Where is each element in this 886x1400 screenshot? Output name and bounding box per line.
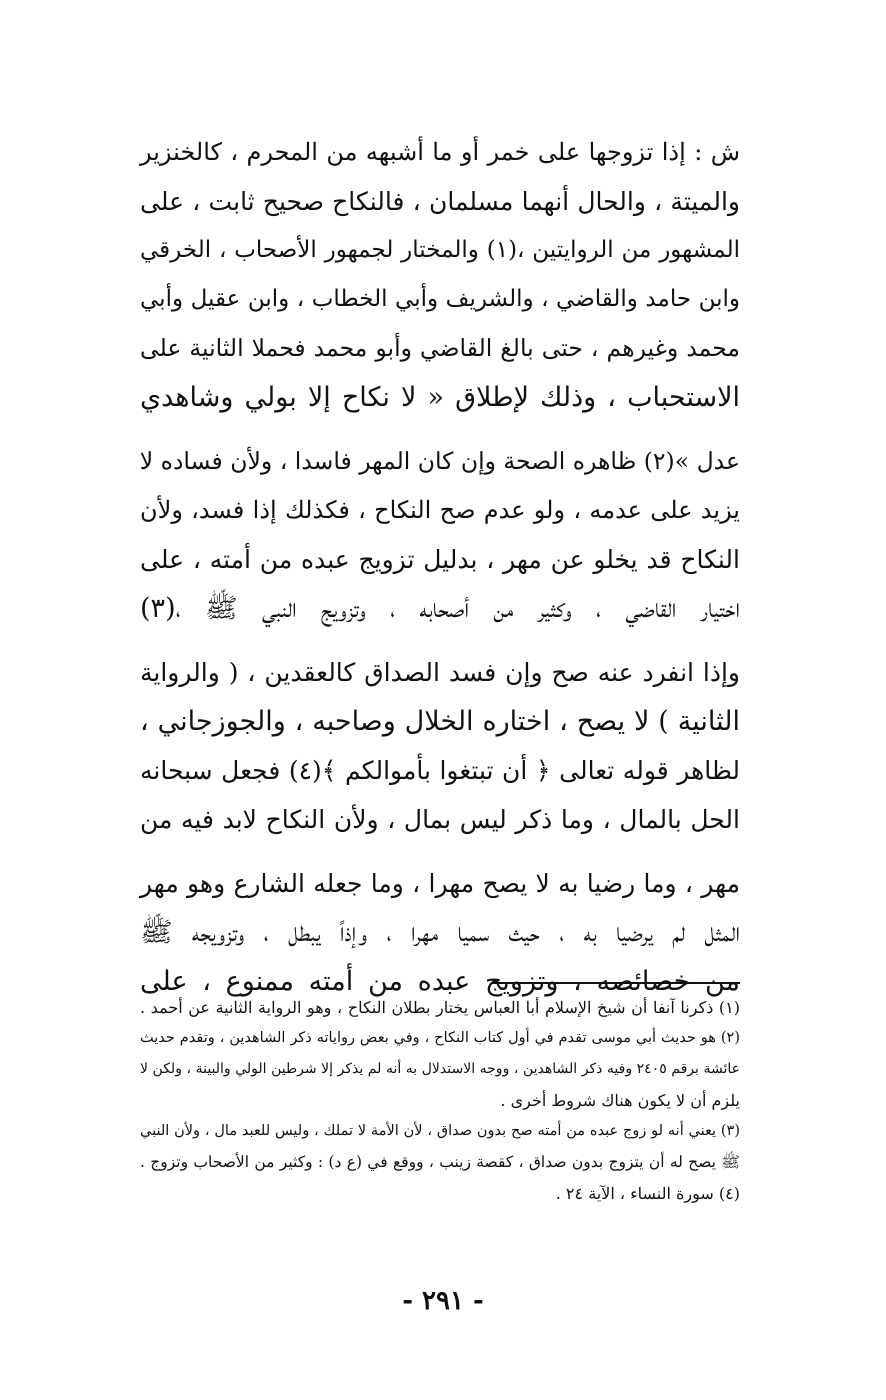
text-line: الحل بالمال ، وما ذكر ليس بمال ، ولأن النكاح لابد فيه من (140, 805, 740, 834)
text-line: المشهور من الروايتين ،(١) والمختار لجمهور الأصحاب ، الخرقي (140, 237, 740, 263)
text-line: مهر ، وما رضيا به لا يصح مهرا ، وما جعله الشارع وهو مهر (140, 869, 740, 898)
text-line: عدل »(٢) ظاهره الصحة وإن كان المهر فاسدا ، ولأن فساده لا (139, 447, 740, 475)
text-line: والميتة ، والحال أنهما مسلمان ، فالنكاح صحيح ثابت ، على (140, 187, 740, 216)
main-text-block (140, 128, 740, 1006)
footnote-line: (٢) هو حديث أبي موسى تقدم في أول كتاب النكاح ، وفي بعض رواياته ذكر الشاهدين ، وتقدم حديث (140, 1030, 740, 1046)
footnote-line: (٤) سورة النساء ، الآية ٢٤ . (555, 1184, 740, 1203)
text-line: محمد وغيرهم ، حتى بالغ القاضي وأبو محمد فحملا الثانية على (140, 334, 740, 362)
footnote-line: (١) ذكرنا آنفا أن شيخ الإسلام أبا العباس يختار بطلان النكاح ، وهو الرواية الثانية عن أحمد . (140, 998, 740, 1017)
footnote-line: يلزم أن لا يكون هناك شروط أخرى . (500, 1091, 740, 1110)
text-line: الثانية ) لا يصح ، اختاره الخلال وصاحبه ، والجوزجاني ، (140, 706, 740, 737)
text-line: وابن حامد والقاضي ، والشريف وأبي الخطاب ، وابن عقيل وأبي (140, 286, 740, 312)
footnote-line: عائشة برقم ٢٤٠٥ وفيه ذكر الشاهدين ، ووجه الاستدلال به أنه لم يذكر إلا شرطين الولي والبينة ، ولكن لا (140, 1061, 740, 1077)
text-line: ش : إذا تزوجها على خمر أو ما أشبهه من المحرم ، كالخنزير (140, 138, 740, 166)
text-line: من خصائصه ، وتزويج عبده من أمته ممنوع ، على (140, 966, 740, 997)
text-line: وإذا انفرد عنه صح وإن فسد الصداق كالعقدين ، ( والرواية (140, 658, 740, 687)
text-line: النكاح قد يخلو عن مهر ، بدليل تزويج عبده من أمته ، على (140, 545, 740, 574)
page-number: - ٢٩١ - (402, 1286, 484, 1316)
text-line: الاستحباب ، وذلك لإطلاق « لا نكاح إلا بولي وشاهدي (140, 382, 740, 413)
footnote-line: (٣) يعني أنه لو زوج عبده من أمته صح بدون صداق ، لأن الأمة لا تملك ، وليس للعبد مال ، ولأن النبي (140, 1123, 740, 1139)
text-line: يزيد على عدمه ، ولو عدم صح النكاح ، فكذلك إذا فسد، ولأن (140, 496, 740, 524)
text-line: المثل لم يرضيا به ، حيث سميا مهرا ، وإذاً يبطل ، وتزويجه ﷺ (140, 917, 740, 948)
footnote-line: ﷺ يصح له أن يتزوج بدون صداق ، كقصة زينب ، ووقع في (ع د) : وكثير من الأصحاب وتزوج . (140, 1153, 740, 1171)
main-text (140, 128, 740, 1006)
text-line: اختيار القاضي ، وكثير من أصحابه ، وتزويج النبي ﷺ ،(٣) (140, 593, 740, 624)
text-line: لظاهر قوله تعالى ﴿ أن تبتغوا بأموالكم ﴾(٤) فجعل سبحانه (140, 756, 740, 785)
footnotes (140, 982, 740, 1209)
footnote-divider (492, 982, 740, 984)
